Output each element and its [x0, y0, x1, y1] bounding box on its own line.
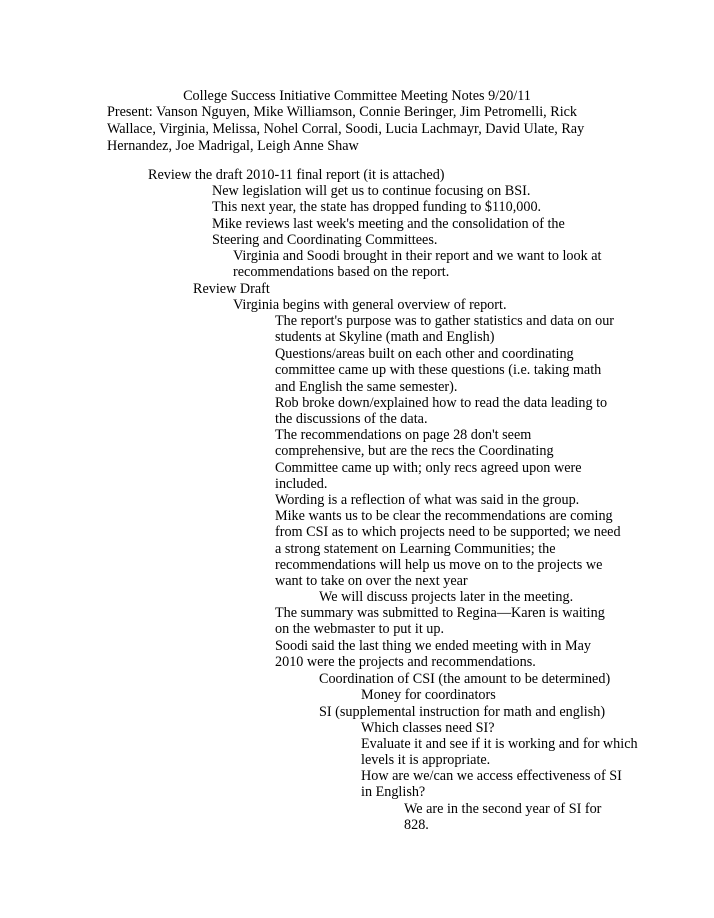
outline-text: Questions/areas built on each other and coordinating committee came up with these questions (i.e. taking math and English the same semester).	[275, 346, 602, 395]
outline-text: This next year, the state has dropped funding to $110,000.	[212, 199, 542, 215]
outline-text: The recommendations on page 28 don't seem comprehensive, but are the recs the Coordinating Committee came up with; only recs agreed upon were included.	[275, 427, 582, 492]
outline-text: How are we/can we access effectiveness of SI in English?	[361, 768, 622, 801]
outline-text: The summary was submitted to Regina—Karen is waiting on the webmaster to put it up.	[275, 605, 605, 638]
outline-text: Rob broke down/explained how to read the data leading to the discussions of the data.	[275, 395, 608, 428]
outline-text: We are in the second year of SI for 828.	[404, 801, 602, 834]
outline-text: Mike wants us to be clear the recommendations are coming from CSI as to which projects need to be supported; we need a strong statement on Learning Communities; the recommendations will help us move on to the projects we want to take on over the next year	[275, 508, 621, 590]
outline-text: Money for coordinators	[361, 687, 496, 703]
outline-text: Virginia begins with general overview of report.	[233, 297, 507, 313]
outline-text: We will discuss projects later in the meeting.	[319, 589, 574, 605]
outline-text: Soodi said the last thing we ended meeting with in May 2010 were the projects and recommendations.	[275, 638, 592, 671]
outline-text: Review Draft	[193, 281, 270, 297]
outline-text: New legislation will get us to continue focusing on BSI.	[212, 183, 531, 199]
meeting-title: College Success Initiative Committee Meeting Notes 9/20/11	[183, 88, 531, 104]
outline-text: Mike reviews last week's meeting and the consolidation of the Steering and Coordinating Committees.	[212, 216, 565, 249]
outline-text: SI (supplemental instruction for math and english)	[319, 704, 606, 720]
outline-text: Evaluate it and see if it is working and for which levels it is appropriate.	[361, 736, 638, 769]
outline-text: The report's purpose was to gather statistics and data on our students at Skyline (math and English)	[275, 313, 615, 346]
attendees-list: Present: Vanson Nguyen, Mike Williamson, Connie Beringer, Jim Petromelli, Rick Wallace, Virginia, Melissa, Nohel Corral, Soodi, Lucia Lachmayr, David Ulate, Ray Hernandez, Joe Madrigal, Leigh Anne Shaw	[107, 104, 585, 154]
outline-text: Review the draft 2010-11 final report (it is attached)	[148, 167, 445, 183]
outline-text: Which classes need SI?	[361, 720, 495, 736]
outline-text: Virginia and Soodi brought in their report and we want to look at recommendations based on the report.	[233, 248, 602, 281]
outline-text: Coordination of CSI (the amount to be determined)	[319, 671, 611, 687]
outline-text: Wording is a reflection of what was said in the group.	[275, 492, 580, 508]
